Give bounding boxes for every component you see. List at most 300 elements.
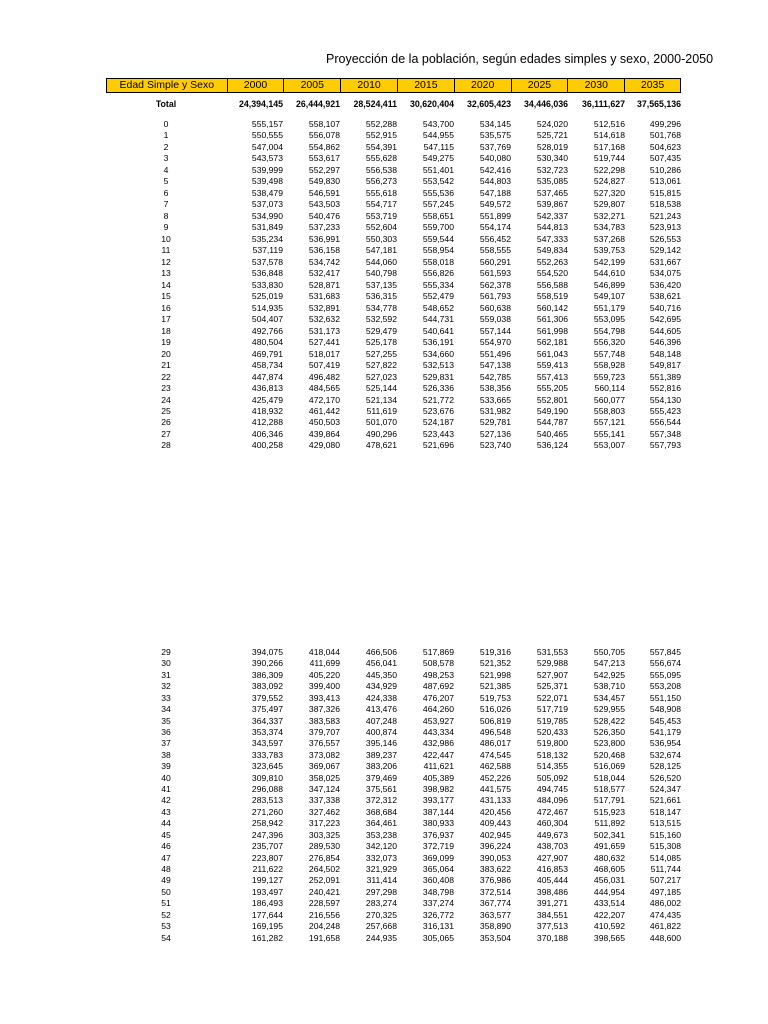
value-cell: 549,817 (649, 360, 681, 370)
value-cell: 523,913 (649, 222, 681, 232)
age-cell: 29 (161, 647, 171, 657)
table-row (106, 760, 681, 772)
value-cell: 547,115 (423, 142, 454, 152)
value-cell: 529,831 (422, 372, 454, 382)
value-cell: 551,150 (649, 693, 681, 703)
value-cell: 544,610 (593, 268, 625, 278)
value-cell: 538,479 (251, 188, 283, 198)
value-cell: 358,890 (479, 921, 511, 931)
table-row (106, 817, 681, 829)
value-cell: 527,023 (365, 372, 397, 382)
value-cell: 539,867 (536, 199, 568, 209)
value-cell: 358,025 (308, 773, 340, 783)
value-cell: 518,017 (308, 349, 340, 359)
value-cell: 497,185 (649, 887, 681, 897)
value-cell: 393,177 (422, 795, 454, 805)
age-cell: 18 (161, 326, 171, 336)
value-cell: 379,707 (308, 727, 340, 737)
header-cell-year: 2025 (511, 79, 568, 92)
value-cell: 551,401 (422, 165, 454, 175)
value-cell: 422,447 (422, 750, 454, 760)
value-cell: 512,516 (593, 119, 625, 129)
table-row (106, 267, 681, 279)
value-cell: 517,869 (422, 647, 454, 657)
table-row (106, 336, 681, 348)
value-cell: 534,660 (422, 349, 454, 359)
value-cell: 389,237 (365, 750, 397, 760)
value-cell: 536,848 (251, 268, 283, 278)
value-cell: 321,929 (365, 864, 397, 874)
value-cell: 375,497 (251, 704, 283, 714)
value-cell: 546,591 (308, 188, 340, 198)
value-cell: 521,385 (479, 681, 511, 691)
value-cell: 377,513 (536, 921, 568, 931)
value-cell: 433,514 (593, 898, 625, 908)
value-cell: 448,600 (649, 933, 681, 943)
value-cell: 542,199 (593, 257, 625, 267)
value-cell: 549,275 (422, 153, 454, 163)
value-cell: 561,043 (536, 349, 568, 359)
value-cell: 540,476 (308, 211, 340, 221)
value-cell: 558,555 (479, 245, 511, 255)
value-cell: 555,628 (365, 153, 397, 163)
value-cell: 555,423 (649, 406, 681, 416)
value-cell: 474,545 (479, 750, 511, 760)
value-cell: 353,374 (251, 727, 283, 737)
value-cell: 544,731 (422, 314, 454, 324)
value-cell: 538,356 (479, 383, 511, 393)
value-cell: 524,347 (649, 784, 681, 794)
value-cell: 554,970 (479, 337, 511, 347)
age-cell: 31 (161, 670, 171, 680)
value-cell: 311,414 (366, 875, 397, 885)
age-cell: 36 (161, 727, 171, 737)
value-cell: 544,060 (365, 257, 397, 267)
value-cell: 531,683 (308, 291, 340, 301)
value-cell: 529,807 (593, 199, 625, 209)
value-cell: 492,766 (251, 326, 283, 336)
value-cell: 523,443 (422, 429, 454, 439)
value-cell: 562,181 (536, 337, 568, 347)
value-cell: 560,077 (593, 395, 625, 405)
value-cell: 558,651 (422, 211, 454, 221)
age-cell: 50 (161, 887, 171, 897)
table-row (106, 382, 681, 394)
value-cell: 542,695 (649, 314, 681, 324)
value-cell: 289,530 (308, 841, 340, 851)
value-cell: 534,783 (593, 222, 625, 232)
value-cell: 561,998 (536, 326, 568, 336)
value-cell: 326,772 (422, 910, 454, 920)
value-cell: 240,421 (308, 887, 340, 897)
value-cell: 527,320 (593, 188, 625, 198)
value-cell: 458,734 (251, 360, 283, 370)
value-cell: 297,298 (365, 887, 397, 897)
value-cell: 461,822 (649, 921, 681, 931)
value-cell: 387,326 (308, 704, 340, 714)
total-row (106, 98, 681, 110)
value-cell: 317,223 (308, 818, 340, 828)
value-cell: 537,578 (251, 257, 283, 267)
age-cell: 44 (161, 818, 171, 828)
value-cell: 527,441 (308, 337, 340, 347)
value-cell: 204,248 (308, 921, 340, 931)
value-cell: 472,467 (536, 807, 568, 817)
value-cell: 559,723 (593, 372, 625, 382)
value-cell: 376,557 (308, 738, 340, 748)
value-cell: 544,955 (422, 130, 454, 140)
value-cell: 536,315 (365, 291, 397, 301)
value-cell: 528,125 (649, 761, 681, 771)
value-cell: 169,195 (251, 921, 283, 931)
age-cell: 26 (161, 417, 171, 427)
value-cell: 534,457 (593, 693, 625, 703)
value-cell: 530,340 (536, 153, 568, 163)
value-cell: 552,816 (649, 383, 681, 393)
value-cell: 228,597 (308, 898, 340, 908)
age-cell: 15 (161, 291, 171, 301)
value-cell: 32,605,423 (466, 99, 511, 109)
value-cell: 363,577 (479, 910, 511, 920)
value-cell: 444,954 (593, 887, 625, 897)
value-cell: 557,413 (536, 372, 568, 382)
value-cell: 555,141 (593, 429, 625, 439)
value-cell: 409,443 (479, 818, 511, 828)
value-cell: 555,157 (251, 119, 283, 129)
value-cell: 532,891 (308, 303, 340, 313)
value-cell: 34,446,036 (523, 99, 568, 109)
age-cell: 48 (161, 864, 171, 874)
value-cell: 548,908 (649, 704, 681, 714)
value-cell: 558,018 (422, 257, 454, 267)
age-cell: 19 (161, 337, 171, 347)
value-cell: 557,121 (593, 417, 625, 427)
value-cell: 264,502 (308, 864, 340, 874)
value-cell: 537,135 (365, 280, 397, 290)
value-cell: 309,810 (251, 773, 283, 783)
value-cell: 544,813 (536, 222, 568, 232)
value-cell: 522,298 (593, 165, 625, 175)
value-cell: 517,168 (593, 142, 625, 152)
header-cell-year: 2015 (397, 79, 454, 92)
value-cell: 521,352 (479, 658, 511, 668)
value-cell: 405,444 (536, 875, 568, 885)
age-cell: 47 (161, 853, 171, 863)
value-cell: 507,217 (649, 875, 681, 885)
value-cell: 380,933 (422, 818, 454, 828)
value-cell: 545,453 (649, 716, 681, 726)
value-cell: 542,416 (479, 165, 511, 175)
value-cell: 536,124 (536, 440, 568, 450)
value-cell: 514,935 (251, 303, 283, 313)
value-cell: 531,173 (308, 326, 340, 336)
value-cell: 559,544 (422, 234, 454, 244)
value-cell: 533,665 (479, 395, 511, 405)
value-cell: 557,748 (593, 349, 625, 359)
value-cell: 532,674 (649, 750, 681, 760)
value-cell: 461,442 (308, 406, 340, 416)
value-cell: 193,497 (251, 887, 283, 897)
age-cell: 25 (161, 406, 171, 416)
value-cell: 327,462 (308, 807, 340, 817)
value-cell: 276,854 (308, 853, 340, 863)
table-row (106, 244, 681, 256)
value-cell: 211,622 (252, 864, 283, 874)
value-cell: 521,696 (422, 440, 454, 450)
age-cell: 1 (163, 130, 169, 140)
value-cell: 550,705 (593, 647, 625, 657)
age-cell: 4 (163, 165, 169, 175)
table-row (106, 221, 681, 233)
header-cell-year: 2035 (624, 79, 680, 92)
value-cell: 480,632 (593, 853, 625, 863)
value-cell: 161,282 (251, 933, 283, 943)
value-cell: 383,092 (251, 681, 283, 691)
value-cell: 343,597 (251, 738, 283, 748)
value-cell: 379,552 (251, 693, 283, 703)
value-cell: 529,142 (649, 245, 681, 255)
value-cell: 527,136 (479, 429, 511, 439)
value-cell: 558,928 (593, 360, 625, 370)
table-row (106, 680, 681, 692)
value-cell: 515,815 (649, 188, 681, 198)
value-cell: 520,433 (536, 727, 568, 737)
value-cell: 407,248 (365, 716, 397, 726)
value-cell: 525,144 (365, 383, 397, 393)
value-cell: 561,593 (479, 268, 511, 278)
value-cell: 499,296 (649, 119, 681, 129)
value-cell: 536,158 (308, 245, 340, 255)
age-cell: 54 (161, 933, 171, 943)
value-cell: 369,099 (422, 853, 454, 863)
header-cell-year: 2005 (283, 79, 340, 92)
value-cell: 551,389 (649, 372, 681, 382)
value-cell: 372,514 (479, 887, 511, 897)
value-cell: 486,002 (649, 898, 681, 908)
value-cell: 507,435 (649, 153, 681, 163)
value-cell: 474,435 (649, 910, 681, 920)
value-cell: 498,253 (422, 670, 454, 680)
value-cell: 333,783 (251, 750, 283, 760)
value-cell: 535,575 (479, 130, 511, 140)
header-cell-label: Edad Simple y Sexo (119, 79, 215, 91)
value-cell: 296,088 (251, 784, 283, 794)
value-cell: 537,233 (308, 222, 340, 232)
age-cell: 2 (163, 142, 169, 152)
table-row (106, 737, 681, 749)
value-cell: 400,258 (251, 440, 283, 450)
value-cell: 427,907 (536, 853, 568, 863)
value-cell: 511,892 (594, 818, 625, 828)
value-cell: 557,845 (649, 647, 681, 657)
value-cell: 558,803 (593, 406, 625, 416)
value-cell: 544,605 (649, 326, 681, 336)
value-cell: 544,787 (536, 417, 568, 427)
value-cell: 418,044 (308, 647, 340, 657)
value-cell: 552,604 (365, 222, 397, 232)
value-cell: 386,309 (251, 670, 283, 680)
value-cell: 526,336 (422, 383, 454, 393)
value-cell: 514,355 (536, 761, 568, 771)
table-row (106, 416, 681, 428)
value-cell: 375,561 (365, 784, 397, 794)
value-cell: 400,874 (365, 727, 397, 737)
value-cell: 510,286 (649, 165, 681, 175)
value-cell: 525,721 (536, 130, 568, 140)
value-cell: 368,684 (365, 807, 397, 817)
value-cell: 504,407 (251, 314, 283, 324)
value-cell: 536,991 (308, 234, 340, 244)
value-cell: 557,144 (479, 326, 511, 336)
value-cell: 552,915 (365, 130, 397, 140)
value-cell: 216,556 (308, 910, 340, 920)
value-cell: 558,519 (536, 291, 568, 301)
age-cell: 30 (161, 658, 171, 668)
value-cell: 365,064 (422, 864, 454, 874)
value-cell: 536,191 (422, 337, 454, 347)
value-cell: 533,830 (251, 280, 283, 290)
value-cell: 26,444,921 (295, 99, 340, 109)
table-row (106, 932, 681, 944)
value-cell: 191,658 (308, 933, 340, 943)
value-cell: 490,296 (365, 429, 397, 439)
value-cell: 412,288 (251, 417, 283, 427)
value-cell: 360,408 (422, 875, 454, 885)
value-cell: 538,621 (649, 291, 681, 301)
value-cell: 367,774 (479, 898, 511, 908)
value-cell: 379,469 (365, 773, 397, 783)
value-cell: 554,798 (593, 326, 625, 336)
value-cell: 337,338 (308, 795, 340, 805)
value-cell: 556,674 (649, 658, 681, 668)
value-cell: 364,461 (365, 818, 397, 828)
value-cell: 554,174 (479, 222, 511, 232)
value-cell: 271,260 (251, 807, 283, 817)
age-cell: 28 (161, 440, 171, 450)
value-cell: 546,899 (593, 280, 625, 290)
value-cell: 539,498 (251, 176, 283, 186)
value-cell: 529,479 (365, 326, 397, 336)
value-cell: 436,813 (251, 383, 283, 393)
value-cell: 548,652 (422, 303, 454, 313)
age-cell: 3 (163, 153, 169, 163)
age-cell: 7 (163, 199, 169, 209)
value-cell: 553,542 (422, 176, 454, 186)
table-header-row (106, 78, 681, 93)
value-cell: 559,413 (536, 360, 568, 370)
value-cell: 37,565,136 (636, 99, 681, 109)
value-cell: 531,667 (649, 257, 681, 267)
value-cell: 387,144 (422, 807, 454, 817)
value-cell: 556,078 (308, 130, 340, 140)
value-cell: 526,520 (649, 773, 681, 783)
value-cell: 441,575 (479, 784, 511, 794)
value-cell: 556,320 (593, 337, 625, 347)
table-title: Proyección de la población, según edades simples y sexo, 2000-2050 (326, 52, 714, 66)
value-cell: 521,134 (365, 395, 397, 405)
value-cell: 546,396 (649, 337, 681, 347)
value-cell: 531,849 (251, 222, 283, 232)
table-row (106, 657, 681, 669)
value-cell: 549,830 (308, 176, 340, 186)
table-row (106, 313, 681, 325)
value-cell: 539,753 (593, 245, 625, 255)
value-cell: 547,004 (251, 142, 283, 152)
value-cell: 36,111,627 (581, 99, 625, 109)
value-cell: 560,291 (479, 257, 511, 267)
value-cell: 551,496 (479, 349, 511, 359)
value-cell: 556,588 (536, 280, 568, 290)
value-cell: 450,503 (308, 417, 340, 427)
value-cell: 556,273 (365, 176, 397, 186)
value-cell: 553,719 (365, 211, 397, 221)
value-cell: 527,822 (365, 360, 397, 370)
value-cell: 518,044 (593, 773, 625, 783)
value-cell: 547,138 (479, 360, 511, 370)
value-cell: 342,120 (365, 841, 397, 851)
value-cell: 384,551 (536, 910, 568, 920)
value-cell: 526,350 (593, 727, 625, 737)
value-cell: 411,621 (423, 761, 454, 771)
value-cell: 24,394,145 (238, 99, 283, 109)
value-cell: 469,791 (251, 349, 283, 359)
value-cell: 559,700 (422, 222, 454, 232)
table-row (106, 129, 681, 141)
value-cell: 536,420 (649, 280, 681, 290)
value-cell: 550,303 (365, 234, 397, 244)
value-cell: 373,082 (308, 750, 340, 760)
value-cell: 28,524,411 (353, 99, 397, 109)
value-cell: 399,400 (308, 681, 340, 691)
value-cell: 257,668 (365, 921, 397, 931)
value-cell: 558,107 (308, 119, 340, 129)
age-cell: 43 (161, 807, 171, 817)
value-cell: 557,348 (649, 429, 681, 439)
value-cell: 480,504 (251, 337, 283, 347)
value-cell: 223,807 (251, 853, 283, 863)
value-cell: 390,266 (251, 658, 283, 668)
age-cell: 49 (161, 875, 171, 885)
value-cell: 539,999 (251, 165, 283, 175)
value-cell: 521,243 (649, 211, 681, 221)
value-cell: 540,798 (365, 268, 397, 278)
value-cell: 376,986 (479, 875, 511, 885)
value-cell: 353,504 (479, 933, 511, 943)
value-cell: 552,263 (536, 257, 568, 267)
value-cell: 532,513 (422, 360, 454, 370)
age-cell: 13 (161, 268, 171, 278)
value-cell: 484,096 (536, 795, 568, 805)
age-cell: 20 (161, 349, 171, 359)
age-cell: 38 (161, 750, 171, 760)
value-cell: 439,864 (308, 429, 340, 439)
value-cell: 514,085 (649, 853, 681, 863)
value-cell: 521,661 (649, 795, 681, 805)
value-cell: 552,479 (422, 291, 454, 301)
value-cell: 496,548 (479, 727, 511, 737)
value-cell: 534,075 (649, 268, 681, 278)
age-cell: 17 (161, 314, 171, 324)
value-cell: 416,853 (536, 864, 568, 874)
value-cell: 551,899 (479, 211, 511, 221)
value-cell: 434,929 (365, 681, 397, 691)
value-cell: 516,069 (593, 761, 625, 771)
value-cell: 177,644 (251, 910, 283, 920)
value-cell: 518,132 (536, 750, 568, 760)
value-cell: 453,927 (422, 716, 454, 726)
value-cell: 247,396 (251, 830, 283, 840)
value-cell: 420,456 (479, 807, 511, 817)
